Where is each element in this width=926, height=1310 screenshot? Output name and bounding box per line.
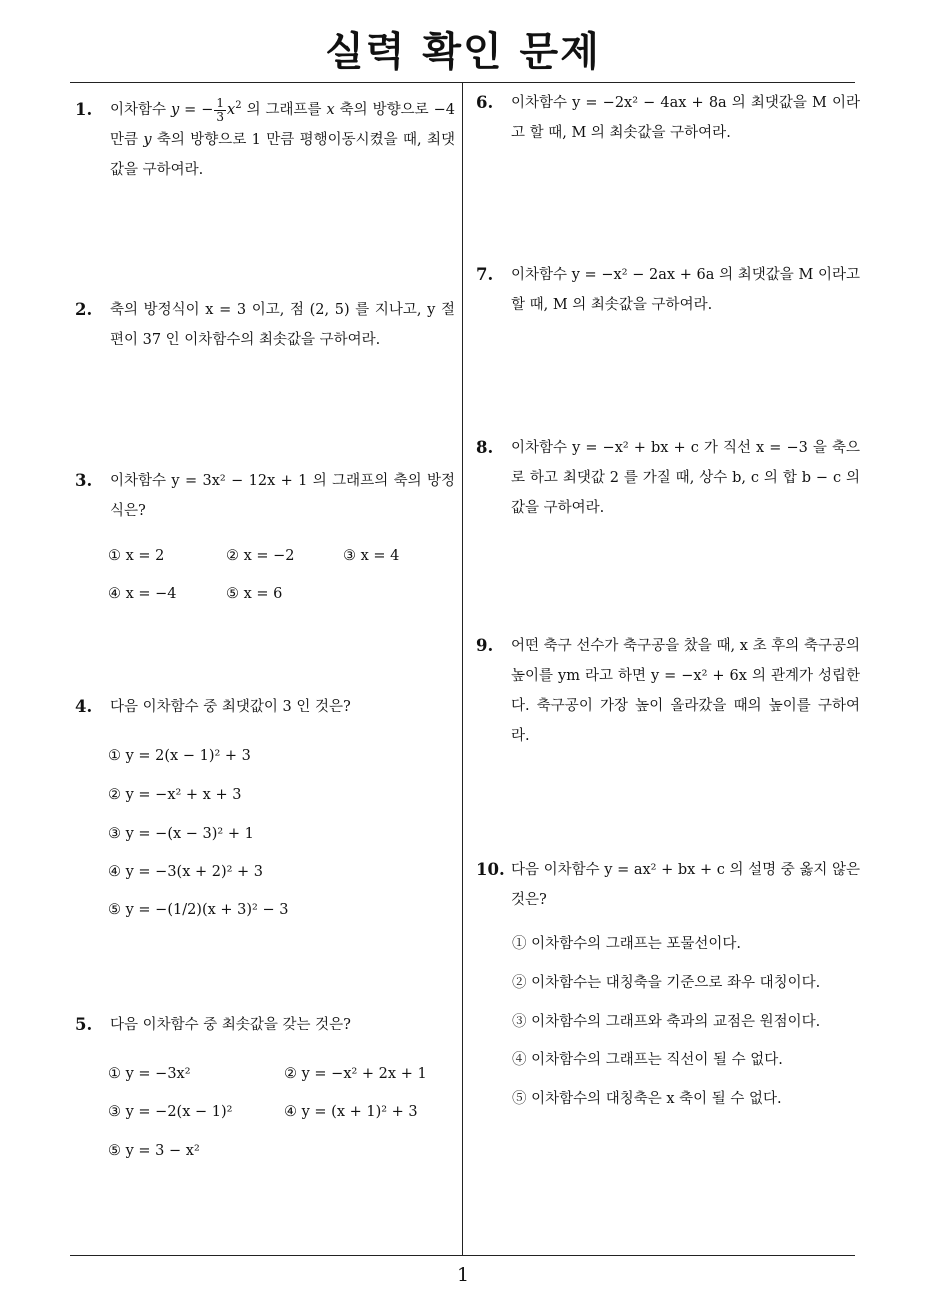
option-text: y = −3(x + 2)² + 3 — [125, 864, 264, 880]
option-text: 이차함수의 그래프는 직선이 될 수 없다. — [531, 1052, 783, 1068]
question-number: 9. — [476, 636, 494, 655]
option-2[interactable] — [512, 973, 820, 993]
option-mark: ① — [108, 548, 121, 564]
question-number: 6. — [476, 93, 494, 112]
option-2[interactable] — [108, 785, 241, 805]
option-mark: ① — [108, 1066, 121, 1082]
option-text: y = −3x² — [125, 1066, 191, 1082]
option-mark: ⑤ — [226, 586, 239, 602]
question-5 — [75, 1010, 455, 1040]
option-text: x = 2 — [125, 548, 165, 564]
option-1[interactable] — [108, 546, 164, 566]
option-3[interactable] — [343, 546, 399, 566]
question-number: 8. — [476, 438, 494, 457]
option-mark: ② — [284, 1066, 297, 1082]
column-divider — [462, 82, 463, 1255]
bottom-rule — [70, 1255, 855, 1256]
question-stem: 이차함수 y = 3x² − 12x + 1 의 그래프의 축의 방정식은? — [110, 473, 455, 519]
option-5[interactable] — [226, 584, 282, 604]
question-6 — [476, 88, 860, 148]
question-2 — [75, 295, 455, 355]
option-5[interactable] — [512, 1089, 782, 1109]
option-mark: ① — [108, 748, 121, 764]
question-stem: 축의 방정식이 x = 3 이고, 점 (2, 5) 를 지나고, y 절편이 37 인 이차함수의 최솟값을 구하여라. — [110, 302, 455, 348]
option-text: y = −(1/2)(x + 3)² − 3 — [125, 902, 289, 918]
question-number: 7. — [476, 265, 494, 284]
question-number: 1. — [75, 100, 93, 119]
option-2[interactable] — [284, 1064, 427, 1084]
option-4[interactable] — [108, 862, 263, 882]
option-4[interactable] — [284, 1102, 418, 1122]
question-10 — [476, 855, 860, 915]
question-7 — [476, 260, 860, 320]
question-stem: 이차함수 y = −x² + bx + c 가 직선 x = −3 을 축으로 하고 최댓값 2 를 가질 때, 상수 b, c 의 합 b − c 의 값을 구하여라. — [511, 440, 860, 516]
question-8 — [476, 433, 860, 523]
question-stem: 다음 이차함수 중 최댓값이 3 인 것은? — [110, 699, 351, 715]
question-stem: 다음 이차함수 y = ax² + bx + c 의 설명 중 옳지 않은 것은? — [511, 862, 860, 908]
question-number: 3. — [75, 471, 93, 490]
option-text: x = −4 — [125, 586, 177, 602]
question-number: 4. — [75, 697, 93, 716]
option-text: 이차함수의 그래프와 축과의 교점은 원점이다. — [531, 1014, 821, 1030]
option-text: y = 2(x − 1)² + 3 — [125, 748, 251, 764]
question-stem: 어떤 축구 선수가 축구공을 찼을 때, x 초 후의 축구공의 높이를 ym 라고 하면 y = −x² + 6x 의 관계가 성립한다. 축구공이 가장 높이 올라갔을 때의 높이를 구하여라. — [511, 638, 860, 744]
question-9 — [476, 631, 860, 751]
question-4 — [75, 692, 455, 722]
option-mark: ⑤ — [512, 1091, 527, 1107]
option-text: x = 4 — [360, 548, 400, 564]
option-2[interactable] — [226, 546, 295, 566]
option-mark: ③ — [512, 1014, 527, 1030]
option-mark: ② — [512, 975, 527, 991]
option-text: y = 3 − x² — [125, 1143, 200, 1159]
option-mark: ④ — [108, 586, 121, 602]
option-text: 이차함수는 대칭축을 기준으로 좌우 대칭이다. — [531, 975, 821, 991]
option-mark: ③ — [343, 548, 356, 564]
question-stem: 이차함수 y = −2x² − 4ax + 8a 의 최댓값을 M 이라고 할 때, M 의 최솟값을 구하여라. — [511, 95, 860, 141]
question-3 — [75, 466, 455, 526]
option-3[interactable] — [108, 824, 254, 844]
option-mark: ④ — [108, 864, 121, 880]
question-number: 10. — [476, 860, 505, 879]
option-3[interactable] — [512, 1012, 820, 1032]
question-number: 5. — [75, 1015, 93, 1034]
option-text: y = −2(x − 1)² — [125, 1104, 233, 1120]
option-mark: ④ — [284, 1104, 297, 1120]
question-1 — [75, 95, 455, 185]
option-mark: ③ — [108, 1104, 121, 1120]
option-1[interactable] — [108, 746, 251, 766]
option-text: y = −(x − 3)² + 1 — [125, 826, 254, 842]
option-text: x = −2 — [243, 548, 295, 564]
question-stem: 다음 이차함수 중 최솟값을 갖는 것은? — [110, 1017, 351, 1033]
option-mark: ⑤ — [108, 1143, 121, 1159]
option-5[interactable] — [108, 900, 288, 920]
question-stem: 이차함수 y = −x² − 2ax + 6a 의 최댓값을 M 이라고 할 때, M 의 최솟값을 구하여라. — [511, 267, 860, 313]
option-text: y = −x² + 2x + 1 — [301, 1066, 427, 1082]
option-mark: ③ — [108, 826, 121, 842]
option-3[interactable] — [108, 1102, 232, 1122]
option-text: x = 6 — [243, 586, 283, 602]
option-text: 이차함수의 대칭축은 x 축이 될 수 없다. — [531, 1091, 782, 1107]
option-mark: ④ — [512, 1052, 527, 1068]
option-mark: ① — [512, 936, 527, 952]
option-4[interactable] — [512, 1050, 783, 1070]
page-number: 1 — [456, 1264, 470, 1286]
question-stem: 이차함수 y = − $\frac{1}{3}$ $x^2$ 의 그래프를 x 축의 방향으로 −4 만큼 y 축의 방향으로 1 만큼 평행이동시켰을 때, 최댓값을 구하여라. — [110, 95, 455, 178]
option-text: y = −x² + x + 3 — [125, 787, 242, 803]
option-text: 이차함수의 그래프는 포물선이다. — [531, 936, 742, 952]
option-5[interactable] — [108, 1141, 200, 1161]
page-title: 실력 확인 문제 — [325, 29, 601, 75]
option-mark: ② — [108, 787, 121, 803]
option-text: y = (x + 1)² + 3 — [301, 1104, 418, 1120]
option-mark: ② — [226, 548, 239, 564]
option-4[interactable] — [108, 584, 177, 604]
option-mark: ⑤ — [108, 902, 121, 918]
question-number: 2. — [75, 300, 93, 319]
option-1[interactable] — [108, 1064, 191, 1084]
option-1[interactable] — [512, 934, 741, 954]
